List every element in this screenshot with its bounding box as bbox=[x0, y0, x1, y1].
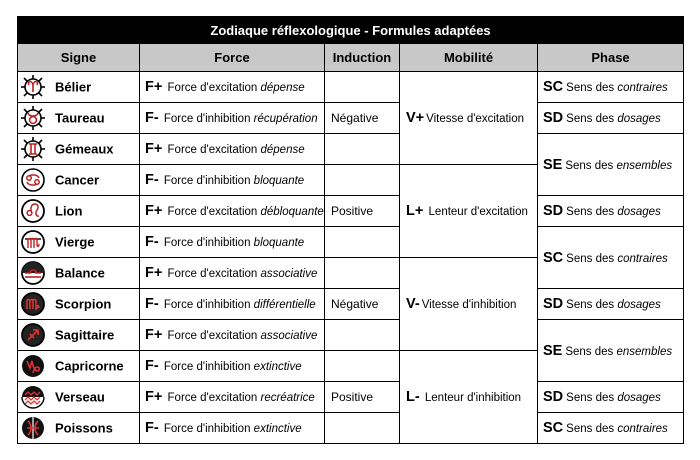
force-code: F- bbox=[145, 296, 159, 312]
sign-cell bbox=[18, 196, 140, 227]
sign-name: Bélier bbox=[55, 79, 92, 95]
header-force: Force bbox=[140, 44, 325, 72]
mobilite-cell bbox=[400, 72, 538, 165]
phase-qualifier: ensembles bbox=[616, 159, 673, 172]
force-cell bbox=[140, 382, 325, 413]
sign-name: Scorpion bbox=[55, 296, 112, 312]
phase-cell bbox=[538, 103, 684, 134]
phase-code: SD bbox=[543, 389, 564, 405]
force-text: Force d'inhibition bbox=[163, 361, 251, 373]
mobilite-cell bbox=[400, 351, 538, 444]
induction-cell bbox=[325, 134, 400, 165]
aquarius-glyph-icon bbox=[21, 385, 45, 409]
sign-name: Balance bbox=[55, 265, 105, 281]
sign-name: Verseau bbox=[55, 389, 105, 405]
scorpio-glyph-icon bbox=[21, 292, 45, 316]
table-row bbox=[18, 413, 684, 444]
force-qualifier: dépense bbox=[260, 82, 305, 94]
mobilite-code: L+ bbox=[406, 203, 424, 219]
phase-text: Sens des bbox=[566, 206, 615, 218]
phase-code: SE bbox=[543, 342, 563, 359]
sign-cell bbox=[18, 134, 140, 165]
force-cell bbox=[140, 258, 325, 289]
force-cell bbox=[140, 289, 325, 320]
force-code: F+ bbox=[145, 203, 163, 219]
header-mobilite: Mobilité bbox=[400, 44, 538, 72]
mobilite-code: L- bbox=[406, 389, 420, 405]
sign-name: Poissons bbox=[55, 420, 113, 436]
force-code: F- bbox=[145, 110, 159, 126]
force-qualifier: différentielle bbox=[253, 299, 316, 311]
mobilite-cell bbox=[400, 165, 538, 258]
force-text: Force d'excitation bbox=[167, 330, 258, 342]
sign-name: Sagittaire bbox=[55, 327, 115, 343]
phase-qualifier: dosages bbox=[617, 113, 661, 125]
force-text: Force d'excitation bbox=[167, 268, 258, 280]
induction-cell bbox=[325, 351, 400, 382]
force-text: Force d'inhibition bbox=[163, 299, 251, 311]
mobilite-text: Vitesse d'inhibition bbox=[421, 299, 517, 311]
phase-code: SD bbox=[543, 110, 564, 126]
phase-text: Sens des bbox=[565, 345, 614, 358]
sagittarius-glyph-icon bbox=[21, 323, 45, 347]
force-qualifier: extinctive bbox=[253, 423, 302, 435]
table-row bbox=[18, 320, 684, 351]
table-row bbox=[18, 289, 684, 320]
sign-name: Lion bbox=[55, 203, 83, 219]
force-code: F+ bbox=[145, 389, 163, 405]
phase-code: SC bbox=[543, 249, 564, 266]
force-code: F- bbox=[145, 358, 159, 374]
induction-cell: Positive bbox=[325, 382, 400, 413]
phase-qualifier: dosages bbox=[617, 206, 661, 218]
force-cell bbox=[140, 103, 325, 134]
header-induction: Induction bbox=[325, 44, 400, 72]
force-qualifier: récupération bbox=[253, 113, 318, 125]
table-row bbox=[18, 227, 684, 258]
induction-cell bbox=[325, 227, 400, 258]
phase-text: Sens des bbox=[566, 392, 615, 404]
sign-name: Capricorne bbox=[55, 358, 124, 374]
phase-text: Sens des bbox=[566, 113, 615, 125]
table-row bbox=[18, 382, 684, 413]
mobilite-text: Vitesse d'excitation bbox=[426, 113, 525, 125]
force-text: Force d'excitation bbox=[167, 144, 258, 156]
phase-qualifier: contraires bbox=[617, 252, 668, 265]
phase-text: Sens des bbox=[566, 252, 615, 265]
force-text: Force d'inhibition bbox=[163, 113, 251, 125]
sign-cell bbox=[18, 258, 140, 289]
taurus-glyph-icon bbox=[21, 106, 45, 130]
force-qualifier: dépense bbox=[260, 144, 305, 156]
force-qualifier: débloquante bbox=[260, 206, 324, 218]
sign-cell bbox=[18, 72, 140, 103]
mobilite-code: V- bbox=[406, 296, 420, 312]
force-code: F+ bbox=[145, 327, 163, 343]
force-cell bbox=[140, 227, 325, 258]
sign-cell bbox=[18, 351, 140, 382]
mobilite-code: V+ bbox=[406, 110, 425, 126]
sign-name: Taureau bbox=[55, 110, 105, 126]
force-qualifier: bloquante bbox=[253, 237, 305, 249]
induction-cell: Négative bbox=[325, 103, 400, 134]
force-cell bbox=[140, 196, 325, 227]
sign-cell bbox=[18, 103, 140, 134]
sign-cell bbox=[18, 227, 140, 258]
force-text: Force d'inhibition bbox=[163, 423, 251, 435]
force-qualifier: bloquante bbox=[253, 175, 305, 187]
virgo-glyph-icon bbox=[21, 230, 45, 254]
induction-cell: Positive bbox=[325, 196, 400, 227]
table-row bbox=[18, 134, 684, 165]
leo-glyph-icon bbox=[21, 199, 45, 223]
force-cell bbox=[140, 413, 325, 444]
zodiac-table-container bbox=[17, 16, 683, 444]
induction-cell bbox=[325, 165, 400, 196]
induction-cell bbox=[325, 413, 400, 444]
header-phase: Phase bbox=[538, 44, 684, 72]
mobilite-text: Lenteur d'excitation bbox=[428, 206, 528, 218]
pisces-glyph-icon bbox=[21, 416, 45, 440]
force-qualifier: associative bbox=[260, 268, 318, 280]
phase-cell bbox=[538, 134, 684, 196]
sign-cell bbox=[18, 289, 140, 320]
force-text: Force d'excitation bbox=[167, 82, 258, 94]
mobilite-cell bbox=[400, 258, 538, 351]
induction-cell bbox=[325, 258, 400, 289]
force-text: Force d'inhibition bbox=[163, 237, 251, 249]
induction-cell: Négative bbox=[325, 289, 400, 320]
cancer-glyph-icon bbox=[21, 168, 45, 192]
sign-name: Cancer bbox=[55, 172, 100, 188]
force-cell bbox=[140, 351, 325, 382]
force-cell bbox=[140, 320, 325, 351]
force-code: F+ bbox=[145, 141, 163, 157]
sign-cell bbox=[18, 320, 140, 351]
force-text: Force d'excitation bbox=[167, 206, 258, 218]
phase-text: Sens des bbox=[566, 299, 615, 311]
phase-qualifier: dosages bbox=[617, 392, 661, 404]
sign-name: Gémeaux bbox=[55, 141, 114, 157]
table-row bbox=[18, 103, 684, 134]
phase-cell bbox=[538, 289, 684, 320]
capricorn-glyph-icon bbox=[21, 354, 45, 378]
table-row bbox=[18, 196, 684, 227]
force-code: F- bbox=[145, 420, 159, 436]
phase-code: SC bbox=[543, 420, 564, 436]
phase-code: SD bbox=[543, 203, 564, 219]
zodiac-table bbox=[17, 16, 684, 444]
force-code: F- bbox=[145, 234, 159, 250]
sign-cell bbox=[18, 165, 140, 196]
induction-cell bbox=[325, 72, 400, 103]
phase-cell bbox=[538, 72, 684, 103]
force-qualifier: extinctive bbox=[253, 361, 302, 373]
sign-name: Vierge bbox=[55, 234, 95, 250]
force-cell bbox=[140, 72, 325, 103]
sign-cell bbox=[18, 413, 140, 444]
table-title: Zodiaque réflexologique - Formules adaptées bbox=[18, 17, 684, 44]
phase-text: Sens des bbox=[566, 423, 615, 435]
phase-cell bbox=[538, 382, 684, 413]
phase-qualifier: ensembles bbox=[616, 345, 673, 358]
force-cell bbox=[140, 134, 325, 165]
mobilite-text: Lenteur d'inhibition bbox=[424, 392, 522, 404]
gemini-glyph-icon bbox=[21, 137, 45, 161]
phase-code: SC bbox=[543, 79, 564, 95]
phase-cell bbox=[538, 227, 684, 289]
force-qualifier: associative bbox=[260, 330, 318, 342]
force-code: F+ bbox=[145, 265, 163, 281]
phase-qualifier: contraires bbox=[617, 82, 668, 94]
force-code: F- bbox=[145, 172, 159, 188]
phase-cell bbox=[538, 320, 684, 382]
phase-qualifier: dosages bbox=[617, 299, 661, 311]
force-text: Force d'inhibition bbox=[163, 175, 251, 187]
phase-text: Sens des bbox=[566, 82, 615, 94]
phase-cell bbox=[538, 413, 684, 444]
induction-cell bbox=[325, 320, 400, 351]
sign-cell bbox=[18, 382, 140, 413]
phase-qualifier: contraires bbox=[617, 423, 668, 435]
table-row bbox=[18, 72, 684, 103]
libra-glyph-icon bbox=[21, 261, 45, 285]
force-code: F+ bbox=[145, 79, 163, 95]
aries-glyph-icon bbox=[21, 75, 45, 99]
phase-code: SD bbox=[543, 296, 564, 312]
header-signe: Signe bbox=[18, 44, 140, 72]
phase-cell bbox=[538, 196, 684, 227]
force-qualifier: recréatrice bbox=[260, 392, 315, 404]
force-text: Force d'excitation bbox=[167, 392, 258, 404]
force-cell bbox=[140, 165, 325, 196]
phase-text: Sens des bbox=[565, 159, 614, 172]
phase-code: SE bbox=[543, 156, 563, 173]
